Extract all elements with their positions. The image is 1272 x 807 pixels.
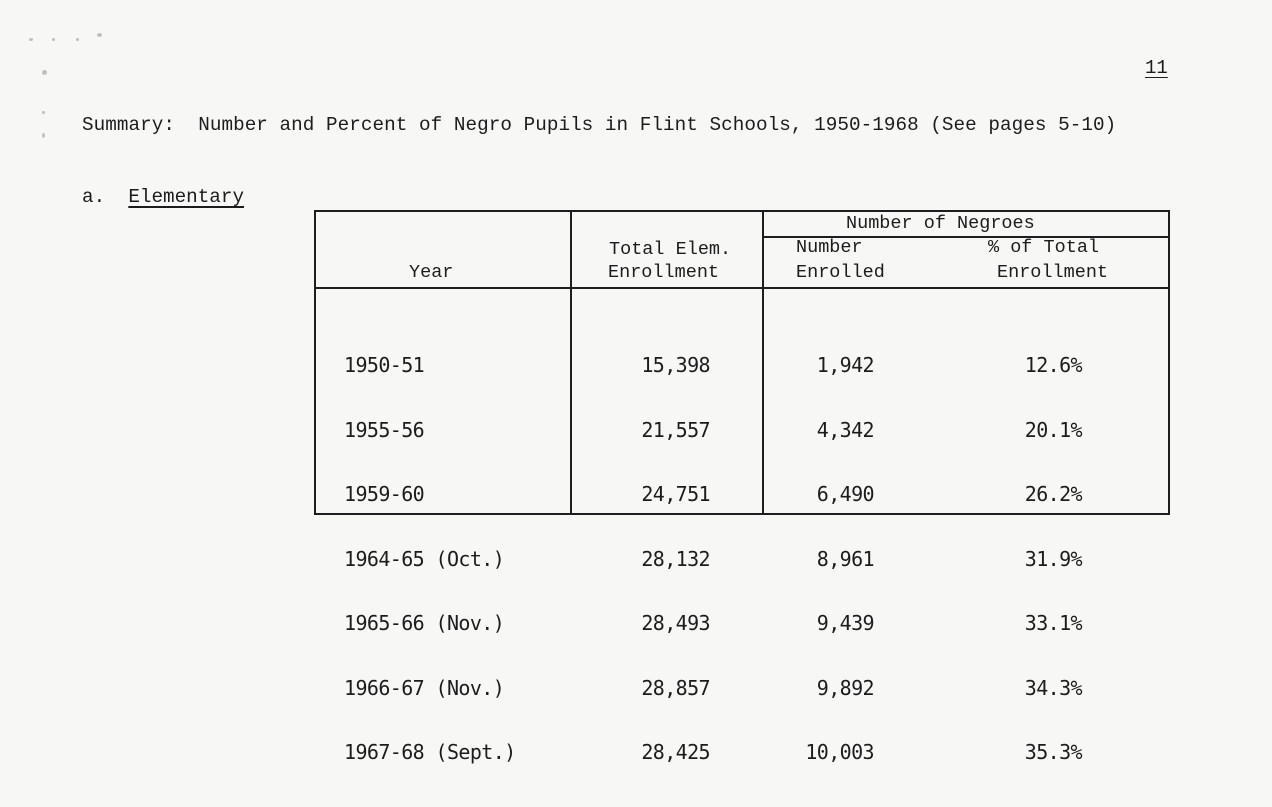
margin-speck [29, 38, 33, 41]
header-percent-line1: % of Total [988, 237, 1100, 258]
table-cell-number: 9,439 [816, 611, 874, 635]
header-year: Year [409, 262, 454, 283]
column-divider [570, 212, 572, 513]
enrollment-table [314, 210, 1170, 764]
table-cell-percent: 31.9% [1024, 546, 1082, 571]
percent-column [996, 312, 1082, 807]
margin-speck [42, 111, 45, 114]
table-cell-number: 6,490 [816, 482, 874, 506]
page-number: 11 [1145, 57, 1168, 79]
margin-speck [42, 133, 45, 138]
number-column [786, 312, 874, 807]
table-cell-total: 21,557 [641, 417, 710, 442]
header-number-line1: Number [796, 237, 863, 258]
table-cell-percent: 33.1% [1024, 611, 1082, 635]
table-cell-percent: 35.3% [1024, 740, 1082, 764]
table-cell-total: 28,493 [641, 611, 710, 635]
table-cell-percent: 26.2% [1024, 482, 1082, 506]
summary-title: Summary: Number and Percent of Negro Pupils in Flint Schools, 1950-1968 (See pages 5-10) [82, 114, 1117, 136]
table-cell-year: 1959-60 [344, 482, 425, 506]
header-percent-line2: Enrollment [997, 262, 1109, 283]
table-cell-number: 1,942 [816, 353, 874, 377]
table-cell-year: 1950-51 [344, 353, 425, 377]
year-column [344, 312, 516, 807]
table-cell-percent: 34.3% [1024, 675, 1082, 700]
header-number-line2: Enrolled [796, 262, 885, 283]
margin-speck [52, 38, 55, 41]
table-cell-total: 28,425 [641, 740, 710, 764]
header-group: Number of Negroes [846, 213, 1035, 234]
table-cell-total: 28,132 [641, 546, 710, 571]
table-cell-year: 1964-65 (Oct.) [344, 546, 505, 571]
header-rule [316, 287, 1168, 289]
header-total-line2: Enrollment [608, 262, 720, 283]
column-divider [762, 212, 764, 513]
table-cell-total: 15,398 [641, 353, 710, 377]
table-cell-total: 28,857 [641, 675, 710, 700]
header-total-line1: Total Elem. [609, 239, 732, 260]
section-heading [82, 186, 244, 208]
total-column [616, 312, 710, 807]
margin-speck [97, 33, 102, 37]
table-cell-year: 1955-56 [344, 417, 425, 442]
section-marker: a. [82, 186, 106, 208]
margin-speck [42, 70, 47, 75]
table-cell-number: 10,003 [805, 740, 874, 764]
table-cell-total: 24,751 [641, 482, 710, 506]
table-cell-year: 1966-67 (Nov.) [344, 675, 505, 700]
table-cell-year: 1965-66 (Nov.) [344, 611, 505, 635]
section-label: Elementary [128, 186, 245, 208]
table-cell-year: 1967-68 (Sept.) [344, 740, 516, 764]
margin-speck [76, 38, 79, 41]
table-cell-percent: 20.1% [1024, 417, 1082, 442]
table-cell-number: 9,892 [816, 675, 874, 700]
table-cell-percent: 12.6% [1024, 353, 1082, 377]
table-cell-number: 8,961 [816, 546, 874, 571]
table-cell-number: 4,342 [816, 417, 874, 442]
